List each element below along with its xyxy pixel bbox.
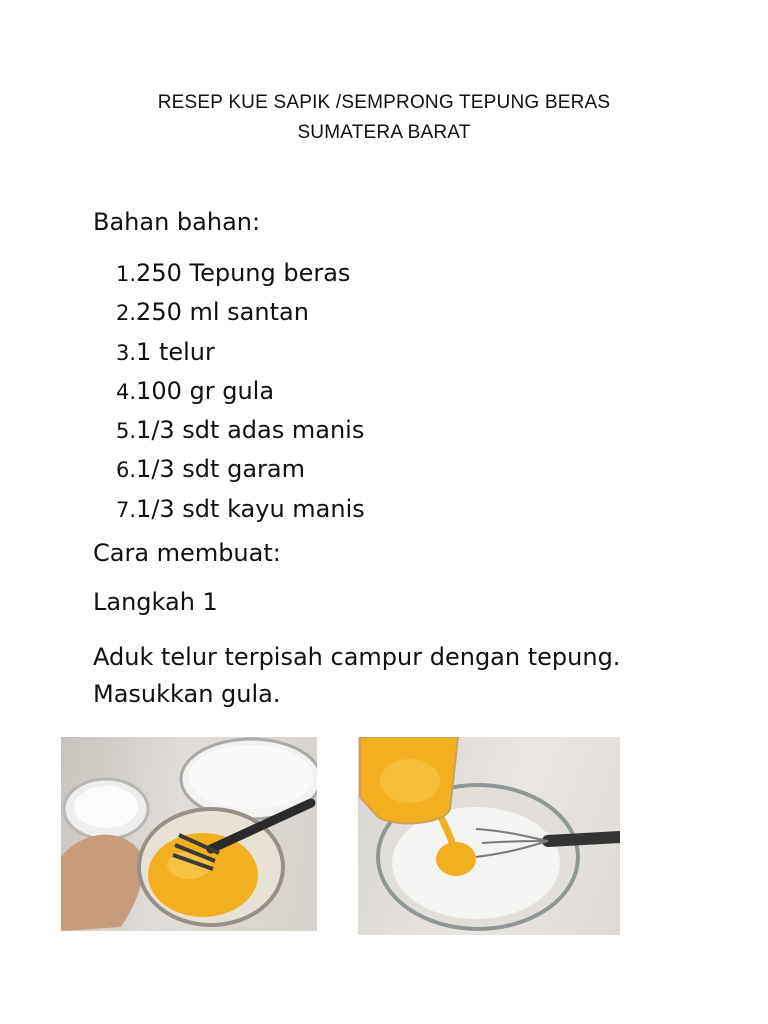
ingredients-heading: Bahan bahan: xyxy=(93,208,261,236)
method-heading: Cara membuat: xyxy=(93,539,281,567)
pouring-egg-illustration xyxy=(358,737,620,935)
list-item: 2.250 ml santan xyxy=(116,298,309,327)
title-line-2: SUMATERA BARAT xyxy=(297,122,471,143)
step-text-line-2: Masukkan gula. xyxy=(93,680,281,708)
egg-whisking-illustration xyxy=(61,737,317,931)
list-item: 4.100 gr gula xyxy=(116,376,275,405)
title-line-1: RESEP KUE SAPIK /SEMPRONG TEPUNG BERAS xyxy=(157,92,611,113)
step-text-line-1: Aduk telur terpisah campur dengan tepung. xyxy=(93,643,621,671)
ingredients-list xyxy=(116,257,365,532)
list-item: 7.1/3 sdt kayu manis xyxy=(116,494,365,523)
list-item: 5.1/3 sdt adas manis xyxy=(116,416,365,445)
egg-whisking-photo xyxy=(61,737,317,931)
list-item: 3.1 telur xyxy=(116,337,215,366)
step-text xyxy=(93,639,733,713)
recipe-title xyxy=(0,88,768,148)
list-item: 1.250 Tepung beras xyxy=(116,259,351,287)
list-item: 6.1/3 sdt garam xyxy=(116,455,305,484)
pouring-egg-photo xyxy=(358,737,620,935)
step-heading: Langkah 1 xyxy=(93,588,218,616)
